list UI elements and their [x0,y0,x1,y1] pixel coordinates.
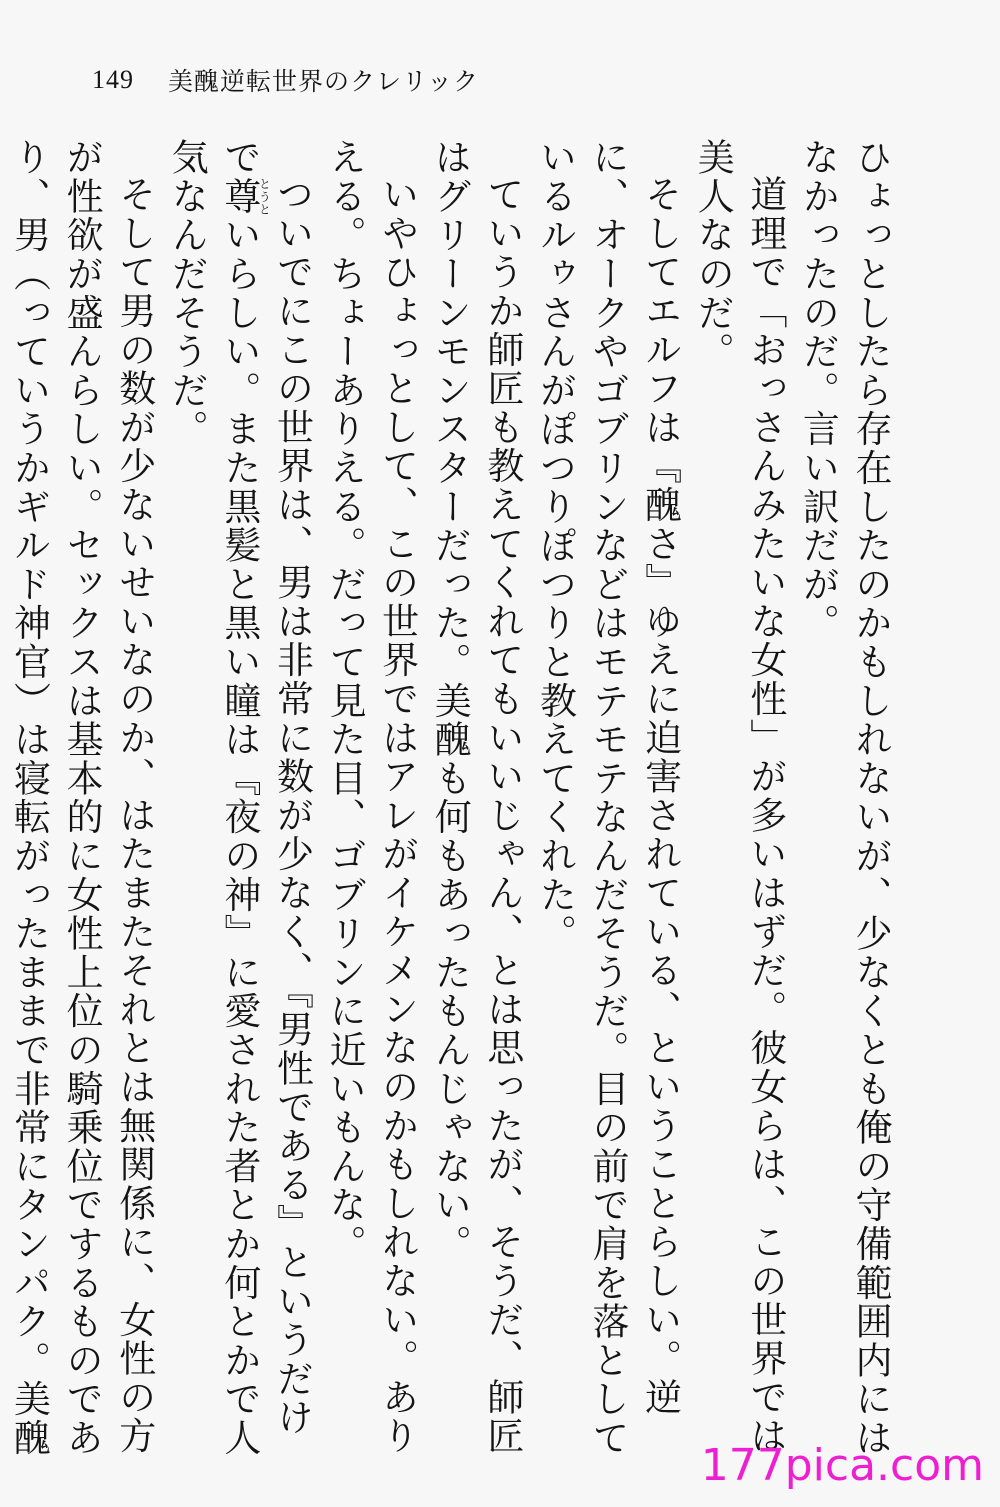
novel-body-text [0,138,896,1458]
paragraph-5: いやひょっとして、この世界ではアレがイケメンなのかもしれない。ありえる。ちょーありえる。だって見た目、ゴブリンに近いもんな。 [323,138,419,1456]
paragraph-3: そしてエルフは『醜さ』ゆえに迫害されている、ということらしい。逆に、オークやゴブリンなどはモテモテなんだそうだ。目の前で肩を落としているルゥさんがぽつりぽつりと教えてくれた。 [533,138,682,1458]
paragraph-2: 道理で「おっさんみたいな女性」が多いはずだ。彼女らは、この世界では美人なのだ。 [691,138,787,1456]
book-title: 美醜逆転世界のクレリック [168,67,480,96]
paragraph-4: ていうか師匠も教えてくれてもいいじゃん、とは思ったが、そうだ、師匠はグリーンモンスターだった。美醜も何もあったもんじゃない。 [428,138,524,1456]
ruby-tooto: 尊とうと [217,176,272,216]
site-watermark: 177pica.com [700,1440,984,1491]
paragraph-6 [160,138,318,1458]
paragraph-1: ひょっとしたら存在したのかもしれないが、少なくとも俺の守備範囲内にはなかったのだ。言い訳だが。 [796,138,892,1458]
paragraph-6-text: ついでにこの世界は、男は非常に数が少なく、『男性である』というだけで尊とうといらしい。また黒髪と黒い瞳は『夜の神』に愛された者とか何とかで人気なんだそうだ。 [165,138,314,1458]
ruby-tooto-reading: とうと [257,176,272,216]
page-header [92,60,479,100]
page-number: 149 [92,65,134,94]
paragraph-7: そして男の数が少ないせいなのか、はたまたそれとは無関係に、女性の方が性欲が盛んらしい。セックスは基本的に女性上位の騎乗位でするものであり、男（っていうかギルド神官）は寝転がったままで非常にタンパク。美醜 [7,138,156,1458]
